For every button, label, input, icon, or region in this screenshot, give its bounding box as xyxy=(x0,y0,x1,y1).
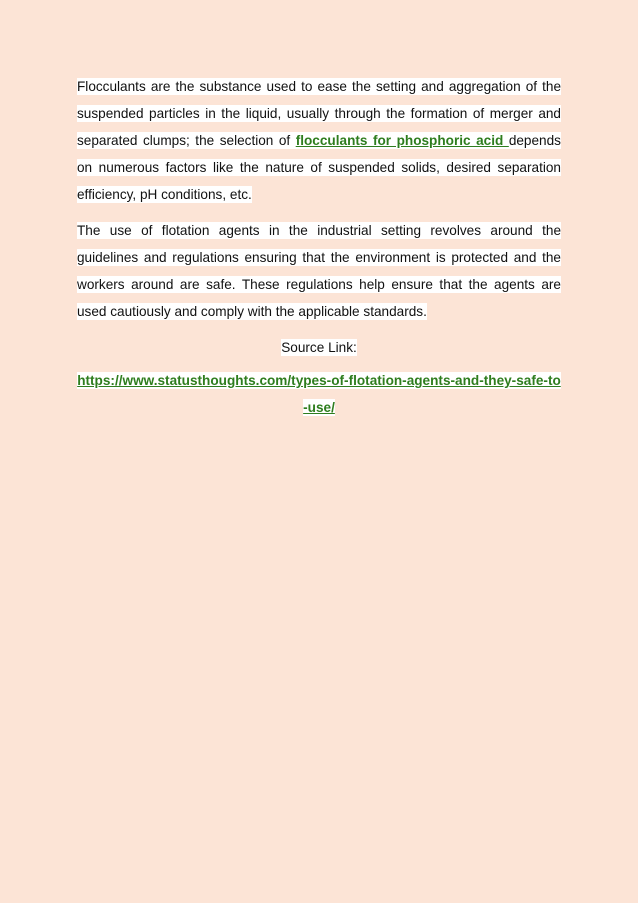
source-url-paragraph xyxy=(77,367,561,421)
source-label xyxy=(77,334,561,361)
source-label-text: Source Link: xyxy=(281,340,357,355)
paragraph-flocculants-text-after: depends on numerous factors like the nature of suspended solids, desired separation efficiency, pH conditions, etc. xyxy=(77,133,561,202)
paragraph-flocculants xyxy=(77,73,561,208)
source-url-link[interactable]: https://www.statusthoughts.com/types-of-flotation-agents-and-they-safe-to-use/ xyxy=(77,373,561,415)
document-page xyxy=(77,73,561,421)
flocculants-phosphoric-acid-link[interactable]: flocculants for phosphoric acid xyxy=(295,133,509,148)
paragraph-flotation-agents xyxy=(77,217,561,325)
paragraph-flotation-agents-text: The use of flotation agents in the industrial setting revolves around the guidelines and regulations ensuring that the environment is protected and the workers around are safe. These regulations help ensure that the agents are used cautiously and comply with the applicable standards. xyxy=(77,223,561,319)
paragraph-flocculants-text-before: Flocculants are the substance used to ease the setting and aggregation of the suspended particles in the liquid, usually through the formation of merger and separated clumps; the selection of xyxy=(77,79,561,148)
